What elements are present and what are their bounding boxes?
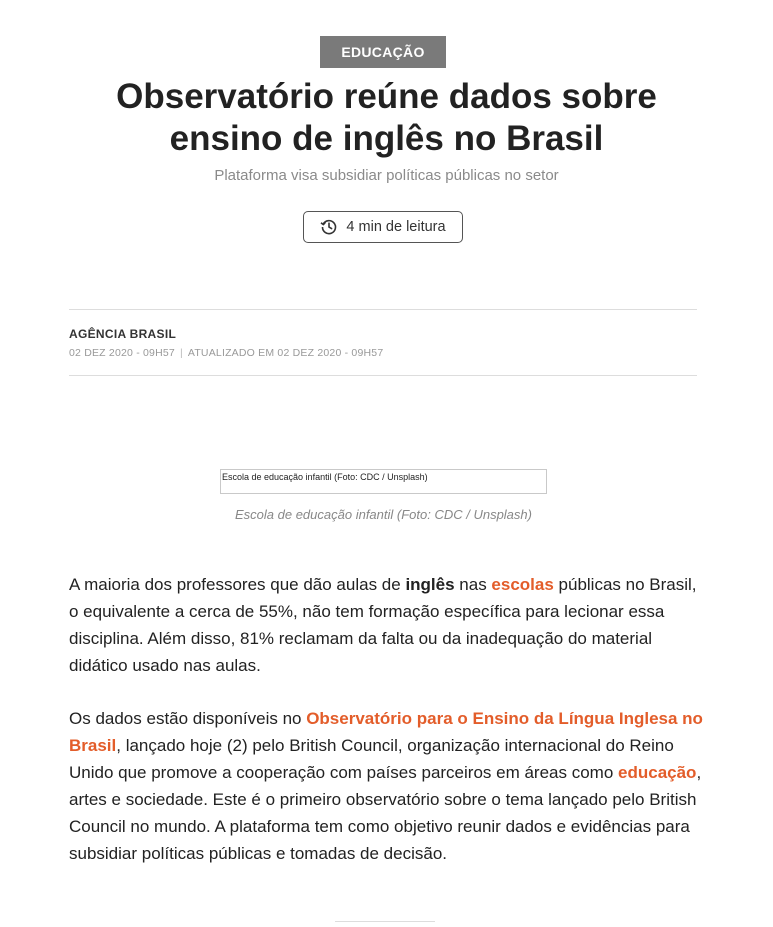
bold-keyword: inglês [405,575,455,594]
link-educacao[interactable]: educação [618,763,697,782]
paragraph-text: públicas no Brasil, o equivalente a cerca de 55%, não tem formação específica para lecionar essa disciplina. Além disso, 81% reclamam da falta ou da inadequação do material didático usado nas aulas. [69,575,697,675]
byline-author[interactable]: AGÊNCIA BRASIL [69,327,177,341]
paragraph-text: , lançado hoje (2) pelo British Council, organização internacional do Reino Unido que promove a cooperação com países parceiros em áreas como [69,736,674,782]
article-image [220,469,547,494]
image-caption: Escola de educação infantil (Foto: CDC / Unsplash) [235,507,532,522]
image-alt-text: Escola de educação infantil (Foto: CDC / Unsplash) [222,472,428,482]
article-headline [60,76,713,160]
article-subheadline: Plataforma visa subsidiar políticas públicas no setor [214,167,559,184]
reading-time-label: 4 min de leitura [346,219,446,235]
byline-divider-top [69,309,697,310]
headline-line-2: ensino de inglês no Brasil [169,119,604,158]
headline-line-1: Observatório reúne dados sobre [116,77,657,116]
clock-history-icon [320,218,338,236]
category-badge[interactable] [320,36,446,68]
category-label: EDUCAÇÃO [341,44,425,60]
byline-divider-bottom [69,375,697,376]
published-date: 02 DEZ 2020 - 09H57 [69,347,175,359]
paragraph-text: A maioria dos professores que dão aulas de [69,575,406,594]
article-paragraph [69,705,709,867]
paragraph-text: Os dados estão disponíveis no [69,709,307,728]
reading-time-badge [303,211,463,243]
paragraph-text: , artes e sociedade. Este é o primeiro observatório sobre o tema lançado pelo British Council no mundo. A plataforma tem como objetivo reunir dados e evidências para subsidiar políticas públicas e tomadas de decisão. [69,763,702,863]
paragraph-text: nas [454,575,492,594]
next-content-edge [335,921,435,927]
article-body [69,571,709,893]
updated-date: ATUALIZADO EM 02 DEZ 2020 - 09H57 [187,347,384,359]
link-observatorio[interactable]: Observatório para o Ensino da Língua Inglesa no Brasil [69,709,703,755]
link-escolas[interactable]: escolas [491,575,554,594]
article-paragraph [69,571,709,679]
date-separator: | [179,347,183,359]
byline-dateline [69,347,383,359]
